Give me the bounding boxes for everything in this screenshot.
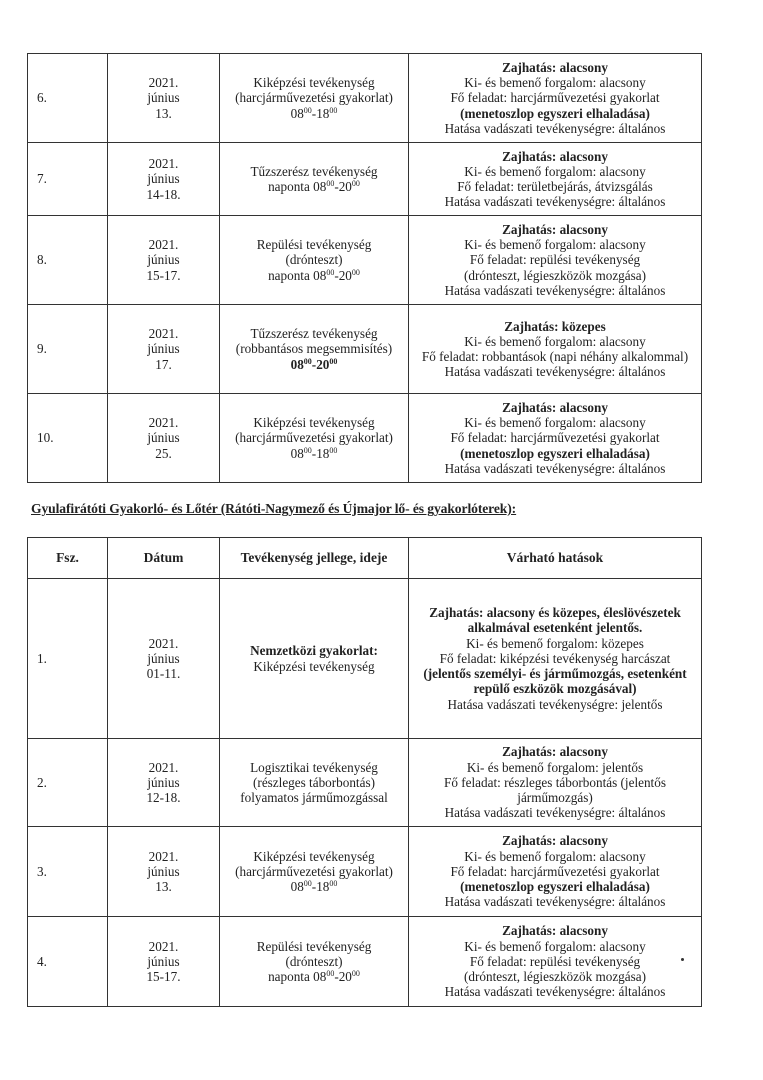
activity-line: (robbantásos megsemmisítés): [235, 341, 393, 357]
effect-line: Fő feladat: harcjárművezetési gyakorlat: [450, 90, 660, 106]
activity-cell: [220, 827, 409, 917]
section-title: Gyulafirátóti Gyakorló- és Lőtér (Rátóti-Nagymező és Újmajor lő- és gyakorlóterek):: [31, 501, 517, 516]
row-number: 9.: [28, 305, 108, 394]
row-number: 2.: [28, 739, 108, 827]
date-line: 2021.: [148, 415, 179, 431]
table-row: [28, 827, 702, 917]
activity-time: [222, 879, 406, 894]
time-pre: naponta 08: [268, 179, 327, 194]
time-mid: -20: [311, 356, 330, 372]
date-line: 2021.: [148, 759, 179, 775]
effect-line: Ki- és bemenő forgalom: alacsony: [464, 415, 646, 431]
date-cell: [108, 143, 220, 216]
time-sup2: 00: [329, 356, 338, 366]
schedule-table-1: [27, 53, 702, 483]
activity-line: (harcjárművezetési gyakorlat): [235, 863, 393, 879]
effect-line: Hatása vadászati tevékenységre: általános: [444, 460, 666, 476]
schedule-table-1-body: [28, 54, 702, 483]
effect-line: Hatása vadászati tevékenységre: általános: [444, 194, 666, 210]
effect-line: Zajhatás: közepes: [504, 318, 606, 334]
date-line: 2021.: [148, 326, 179, 342]
effect-line: Ki- és bemenő forgalom: jelentős: [466, 759, 644, 775]
date-cell: [108, 917, 220, 1007]
date-line: június: [147, 341, 180, 357]
stray-mark: [681, 958, 684, 961]
date-line: június: [147, 430, 180, 446]
row-number: 3.: [28, 827, 108, 917]
effects-cell: [409, 827, 702, 917]
time-sup2: 00: [329, 879, 338, 889]
activity-line: folyamatos járműmozgással: [240, 790, 388, 806]
activity-line: (részleges táborbontás): [253, 774, 375, 790]
schedule-table-2-body: [28, 579, 702, 1007]
table-header-row: [28, 538, 702, 579]
time-mid: -20: [334, 267, 352, 283]
activity-cell: [220, 143, 409, 216]
effect-line: Ki- és bemenő forgalom: közepes: [466, 635, 644, 651]
activity-time: [222, 357, 406, 372]
time-sup2: 00: [329, 105, 338, 115]
effect-line: Zajhatás: alacsony: [502, 923, 608, 939]
effect-line: Ki- és bemenő forgalom: alacsony: [464, 848, 646, 864]
date-line: 01-11.: [146, 666, 181, 682]
activity-line: (harcjárművezetési gyakorlat): [235, 430, 393, 446]
activity-time: [222, 179, 406, 194]
effect-line: (drónteszt, légieszközök mozgása): [464, 969, 646, 985]
activity-line: Repülési tevékenység: [256, 938, 372, 954]
activity-cell: [220, 216, 409, 305]
time-pre: naponta 08: [268, 969, 327, 985]
date-cell: [108, 216, 220, 305]
activity-line: Kiképzési tevékenység: [253, 848, 375, 864]
date-cell: [108, 305, 220, 394]
table-row: [28, 305, 702, 394]
effects-cell: [409, 143, 702, 216]
effect-line: Fő feladat: repülési tevékenység: [469, 953, 641, 969]
activity-line: Logisztikai tevékenység: [250, 759, 378, 775]
row-number: 6.: [28, 54, 108, 143]
table-row: [28, 54, 702, 143]
time-mid: -18: [311, 879, 330, 895]
activity-line: (drónteszt): [285, 252, 343, 268]
time-sup1: 00: [326, 179, 335, 188]
activity-time: [222, 268, 406, 283]
date-line: június: [147, 90, 180, 106]
activity-line: Repülési tevékenység: [256, 237, 372, 253]
effect-line: Ki- és bemenő forgalom: alacsony: [464, 237, 646, 253]
table-row: [28, 739, 702, 827]
effect-line: Fő feladat: kiképzési tevékenység harcászat: [439, 650, 671, 666]
activity-cell: [220, 739, 409, 827]
activity-line: Kiképzési tevékenység: [253, 75, 375, 91]
date-line: 12-18.: [146, 790, 181, 806]
time-sup2: 00: [351, 969, 360, 979]
date-line: 15-17.: [146, 969, 181, 985]
time-pre: 08: [290, 105, 304, 121]
table-row: [28, 216, 702, 305]
row-number: 4.: [28, 917, 108, 1007]
time-sup1: 00: [326, 969, 335, 979]
date-line: június: [147, 650, 180, 666]
date-cell: [108, 827, 220, 917]
date-line: 13.: [155, 105, 172, 121]
activity-line: Nemzetközi gyakorlat:: [250, 643, 378, 659]
time-sup1: 00: [303, 356, 312, 366]
header-date: Dátum: [108, 538, 220, 579]
effect-line: Fő feladat: részleges táborbontás (jelentős járműmozgás): [444, 774, 666, 806]
date-line: június: [147, 774, 180, 790]
effect-line: Ki- és bemenő forgalom: alacsony: [464, 75, 646, 91]
effect-line: Zajhatás: alacsony: [502, 833, 608, 849]
effect-line: Hatása vadászati tevékenységre: általános: [444, 805, 666, 821]
activity-cell: [220, 305, 409, 394]
activity-cell: [220, 579, 409, 739]
header-effects: Várható hatások: [409, 538, 702, 579]
activity-time: [222, 446, 406, 461]
date-line: 25.: [155, 445, 172, 461]
activity-line: Tűzszerész tevékenység: [250, 326, 378, 342]
time-pre: 08: [290, 879, 304, 895]
effect-line: Zajhatás: alacsony: [502, 221, 608, 237]
activity-line: Kiképzési tevékenység: [253, 658, 375, 674]
effect-line: Ki- és bemenő forgalom: alacsony: [464, 938, 646, 954]
effect-line: Fő feladat: területbejárás, átvizsgálás: [457, 179, 653, 194]
date-line: 2021.: [148, 156, 179, 172]
activity-cell: [220, 54, 409, 143]
activity-time: [222, 969, 406, 984]
date-line: 2021.: [148, 938, 179, 954]
time-sup2: 00: [351, 179, 360, 188]
date-line: 2021.: [148, 237, 179, 253]
effect-line: (jelentős személyi- és járműmozgás, esetenként repülő eszközök mozgásával): [423, 666, 687, 697]
activity-time: [222, 106, 406, 121]
effect-line: Hatása vadászati tevékenységre: általános: [444, 894, 666, 910]
effect-line: Hatása vadászati tevékenységre: jelentős: [447, 696, 663, 712]
effect-line: (drónteszt, légieszközök mozgása): [464, 267, 646, 283]
effect-line: Fő feladat: repülési tevékenység: [469, 252, 641, 268]
table-row: [28, 143, 702, 216]
time-mid: -18: [311, 445, 330, 461]
activity-line: (drónteszt): [285, 953, 343, 969]
effect-line: Hatása vadászati tevékenységre: általános: [444, 120, 666, 136]
time-pre: naponta 08: [268, 267, 327, 283]
date-cell: [108, 579, 220, 739]
effect-line: Hatása vadászati tevékenységre: általános: [444, 364, 666, 380]
effect-line: Fő feladat: harcjárművezetési gyakorlat: [450, 430, 660, 446]
time-sup2: 00: [329, 445, 338, 455]
effects-cell: [409, 394, 702, 483]
date-line: 2021.: [148, 635, 179, 651]
date-line: 15-17.: [146, 267, 181, 283]
effect-line: Ki- és bemenő forgalom: alacsony: [464, 333, 646, 349]
row-number: 10.: [28, 394, 108, 483]
date-line: 13.: [155, 879, 172, 895]
header-activity: Tevékenység jellege, ideje: [220, 538, 409, 579]
time-sup1: 00: [303, 879, 312, 889]
time-sup2: 00: [351, 267, 360, 277]
activity-line: Kiképzési tevékenység: [253, 415, 375, 431]
effect-line: (menetoszlop egyszeri elhaladása): [460, 105, 650, 121]
schedule-table-2: [27, 537, 702, 1007]
effects-cell: [409, 54, 702, 143]
date-cell: [108, 394, 220, 483]
effect-line: (menetoszlop egyszeri elhaladása): [460, 879, 650, 895]
activity-cell: [220, 917, 409, 1007]
effect-line: Ki- és bemenő forgalom: alacsony: [464, 163, 646, 179]
effect-line: Fő feladat: harcjárművezetési gyakorlat: [450, 863, 660, 879]
date-cell: [108, 739, 220, 827]
row-number: 8.: [28, 216, 108, 305]
date-line: 14-18.: [146, 186, 181, 202]
effects-cell: [409, 579, 702, 739]
effects-cell: [409, 216, 702, 305]
date-line: június: [147, 863, 180, 879]
effect-line: Hatása vadászati tevékenységre: általános: [444, 282, 666, 298]
date-line: 2021.: [148, 75, 179, 91]
effect-line: Hatása vadászati tevékenységre: általános: [444, 984, 666, 1000]
effects-cell: [409, 305, 702, 394]
time-pre: 08: [290, 445, 304, 461]
effect-line: (menetoszlop egyszeri elhaladása): [460, 445, 650, 461]
row-number: 7.: [28, 143, 108, 216]
effect-line: Zajhatás: alacsony: [502, 399, 608, 415]
date-line: június: [147, 171, 180, 187]
time-sup1: 00: [303, 445, 312, 455]
table-row: [28, 394, 702, 483]
date-line: 2021.: [148, 848, 179, 864]
effects-cell: [409, 739, 702, 827]
header-no: Fsz.: [28, 538, 108, 579]
effect-line: Zajhatás: alacsony: [502, 744, 608, 760]
time-mid: -20: [334, 179, 352, 194]
time-mid: -18: [311, 105, 330, 121]
time-pre: 08: [290, 356, 304, 372]
time-mid: -20: [334, 969, 352, 985]
time-sup1: 00: [303, 105, 312, 115]
effect-line: Zajhatás: alacsony: [502, 59, 608, 75]
activity-line: (harcjárművezetési gyakorlat): [235, 90, 393, 106]
table-row: [28, 917, 702, 1007]
effect-line: Fő feladat: robbantások (napi néhány alkalommal): [421, 349, 689, 364]
date-line: 17.: [155, 356, 172, 372]
effect-line: Zajhatás: alacsony és közepes, éleslövészetek alkalmával esetenként jelentős.: [429, 605, 681, 636]
activity-line: Tűzszerész tevékenység: [250, 163, 378, 179]
time-sup1: 00: [326, 267, 335, 277]
effect-line: Zajhatás: alacsony: [502, 148, 608, 164]
table-row: [28, 579, 702, 739]
date-line: június: [147, 953, 180, 969]
row-number: 1.: [28, 579, 108, 739]
effects-cell: [409, 917, 702, 1007]
activity-cell: [220, 394, 409, 483]
date-line: június: [147, 252, 180, 268]
date-cell: [108, 54, 220, 143]
